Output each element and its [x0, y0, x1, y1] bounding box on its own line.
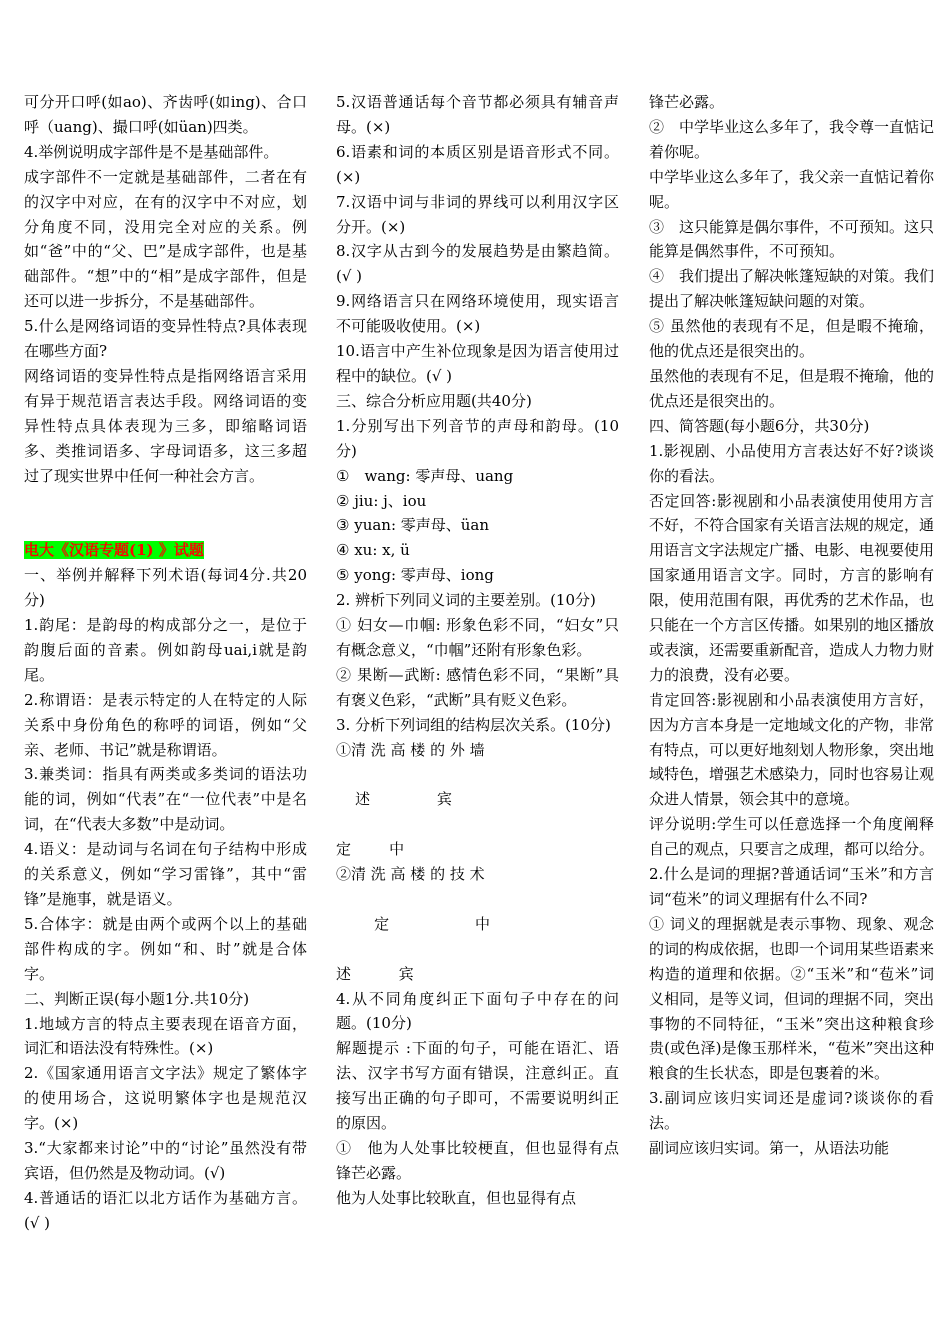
text-line: 评分说明:学生可以任意选择一个角度阐释自己的观点，只要言之成理，都可以给分。 [649, 815, 935, 859]
column-middle [336, 90, 619, 1211]
text-line: 可分开口呼(如ao)、齐齿呼(如ing)、合口呼（uang)、撮口呼(如üan)四类。 [24, 93, 307, 136]
text-line: 5.什么是网络词语的变异性特点?具体表现在哪些方面? [24, 317, 307, 361]
section-heading: 一、举例并解释下列术语(每词4分.共20分) [24, 566, 307, 610]
text-line: 肯定回答:影视剧和小品表演使用方言好，因为方言本身是一定地域文化的产物，非常有特点，可以更好地刻划人物形象，突出地域特色，增强艺术感染力，同时也容易让观众进人情景，领会其中的意境。 [649, 690, 935, 809]
column-left [24, 90, 307, 1236]
text-line: ② jiu: j、iou [336, 491, 427, 510]
text-line: 1.影视剧、小品使用方言表达好不好?谈谈你的看法。 [649, 441, 934, 485]
section-heading: 二、判断正误(每小题1分.共10分) [24, 989, 250, 1008]
text-line: 8.汉字从古到今的发展趋势是由繁趋简。(√ ) [336, 242, 619, 286]
blank-line [336, 762, 619, 787]
text-line: ④ 我们提出了解决帐篷短缺的对策。我们提出了解决帐篷短缺问题的对策。 [649, 267, 935, 311]
text-line: 4.从不同角度纠正下面句子中存在的问题。(10分) [336, 989, 619, 1033]
text-line: 9.网络语言只在网络环境使用，现实语言不可能吸收使用。(×) [336, 292, 619, 336]
text-line: ② 中学毕业这么多年了，我令尊一直惦记着你呢。 [649, 117, 935, 161]
text-line: 2.称谓语：是表示特定的人在特定的人际关系中身份角色的称呼的词语，例如“父亲、老师、书记”就是称谓语。 [24, 690, 307, 759]
text-line: 3. 分析下列词组的结构层次关系。(10分) [336, 715, 611, 734]
blank-line [336, 937, 619, 962]
blank-line [24, 513, 307, 538]
text-line: 副词应该归实词。第一，从语法功能 [649, 1139, 890, 1158]
text-line: ④ xu: x, ü [336, 541, 410, 560]
text-line: ⑤ yong: 零声母、iong [336, 566, 494, 585]
text-line: 5.汉语普通话每个音节都必须具有辅音声母。(×) [336, 93, 619, 136]
text-line: ① wang: 零声母、uang [336, 466, 514, 485]
text-line: 虽然他的表现有不足，但是瑕不掩瑜，他的优点还是很突出的。 [649, 366, 935, 410]
text-line: ① 词义的理据就是表示事物、现象、观念的词的构成依据，也即一个词用某些语素来构造的道理和依据。②“玉米”和“苞米”词义相同，是等义词，但词的理据不同，突出事物的不同特征，“玉米”突出这种粮食珍贵(或色泽)是像玉那样米，“苞米”突出这种粮食的生长状态，即是包裹着的米。 [649, 914, 935, 1083]
blank-line [336, 812, 619, 837]
text-line: 3.副词应该归实词还是虚词?谈谈你的看法。 [649, 1089, 934, 1133]
text-line: 网络词语的变异性特点是指网络语言采用有异于规范语言表达手段。网络词语的变异性特点具体表现为三多，即缩略词语多、类推词语多、字母词语多，这三多超过了现实世界中任何一种社会方言。 [24, 366, 307, 485]
text-line: 7.汉语中词与非词的界线可以利用汉字区分开。(×) [336, 192, 619, 236]
text-line: 5.合体字：就是由两个或两个以上的基础部件构成的字。例如“和、时”就是合体字。 [24, 914, 307, 983]
text-line: 4.普通话的语汇以北方话作为基础方言。(√ ) [24, 1188, 307, 1232]
exam-title-line [24, 538, 307, 563]
text-line: 中学毕业这么多年了，我父亲一直惦记着你呢。 [649, 167, 935, 211]
text-line: 锋芒必露。 [649, 93, 725, 111]
text-line: 4.举例说明成字部件是不是基础部件。 [24, 142, 279, 161]
blank-line [336, 887, 619, 912]
structure-label: 定 中 [336, 840, 405, 859]
text-line: 2. 辨析下列同义词的主要差别。(10分) [336, 591, 596, 610]
text-line: 4.语义：是动词与名词在句子结构中形成的关系意义，例如“学习雷锋”，其中“雷锋”是施事，就是语义。 [24, 840, 307, 908]
text-line: 否定回答:影视剧和小品表演使用使用方言不好，不符合国家有关语言法规的规定，通用语言文字法规定广播、电影、电视要使用国家通用语言文字。同时，方言的影响有限，使用范围有限，再优秀的艺术作品，也只能在一个方言区传播。如果别的地区播放或表演，还需要重新配音，造成人力物力财力的浪费，没有必要。 [649, 491, 935, 684]
structure-label: 述 宾 [336, 790, 452, 809]
text-line: 1.分别写出下列音节的声母和韵母。(10分) [336, 416, 619, 460]
exam-title: 电大《汉语专题(1) 》试题 [24, 541, 204, 560]
text-line: 2.什么是词的理据?普通话词“玉米”和方言词“苞米”的词义理据有什么不同? [649, 865, 934, 908]
text-line: ① 他为人处事比较梗直，但也显得有点锋芒必露。 [336, 1139, 619, 1182]
text-line: 解题提示 :下面的句子，可能在语汇、语法、汉字书写方面有错误，注意纠正。直接写出正确的句子即可，不需要说明纠正的原因。 [336, 1039, 619, 1133]
text-line: 6.语素和词的本质区别是语音形式不同。(×) [336, 142, 619, 186]
blank-line [24, 489, 307, 514]
structure-label: 定 中 [336, 914, 490, 933]
text-line: 3.“大家都来讨论”中的“讨论”虽然没有带宾语，但仍然是及物动词。(√) [24, 1139, 307, 1182]
text-line: ②清 洗 高 楼 的 技 术 [336, 865, 485, 884]
section-heading: 三、综合分析应用题(共40分) [336, 391, 532, 410]
text-line: 3.兼类词：指具有两类或多类词的语法功能的词，例如“代表”在“一位代表”中是名词，在“代表大多数”中是动词。 [24, 765, 307, 834]
text-line: 他为人处事比较耿直，但也显得有点 [336, 1188, 577, 1207]
text-line: ③ yuan: 零声母、üan [336, 516, 490, 535]
text-line: ①清 洗 高 楼 的 外 墙 [336, 740, 485, 759]
text-line: ① 妇女—巾帼: 形象色彩不同，“妇女”只有概念意义，“巾帼”还附有形象色彩。 [336, 616, 619, 659]
text-line: 1.地域方言的特点主要表现在语音方面，词汇和语法没有特殊性。(×) [24, 1014, 307, 1058]
section-heading: 四、简答题(每小题6分，共30分) [649, 416, 870, 435]
text-line: ⑤ 虽然他的表现有不足，但是暇不掩瑜，他的优点还是很突出的。 [649, 317, 934, 361]
text-line: 10.语言中产生补位现象是因为语言使用过程中的缺位。(√ ) [336, 342, 619, 385]
text-line: 2.《国家通用语言文字法》规定了繁体字的使用场合，这说明繁体字也是规范汉字。(×) [24, 1064, 307, 1133]
structure-label: 述 宾 [336, 964, 414, 983]
text-line: ② 果断—武断: 感情色彩不同，“果断”具有褒义色彩，“武断”具有贬义色彩。 [336, 665, 619, 709]
text-line: ③ 这只能算是偶尔事件，不可预知。这只能算是偶然事件，不可预知。 [649, 217, 935, 261]
text-line: 1.韵尾：是韵母的构成部分之一，是位于韵腹后面的音素。例如韵母uai,i就是韵尾。 [24, 616, 307, 684]
column-right [649, 90, 934, 1161]
text-line: 成字部件不一定就是基础部件，二者在有的汉字中对应，在有的汉字中不对应，划分角度不同，没用完全对应的关系。例如“爸”中的“父、巴”是成字部件，也是基础部件。“想”中的“相”是成字部件，但是还可以进一步拆分，不是基础部件。 [24, 167, 307, 311]
